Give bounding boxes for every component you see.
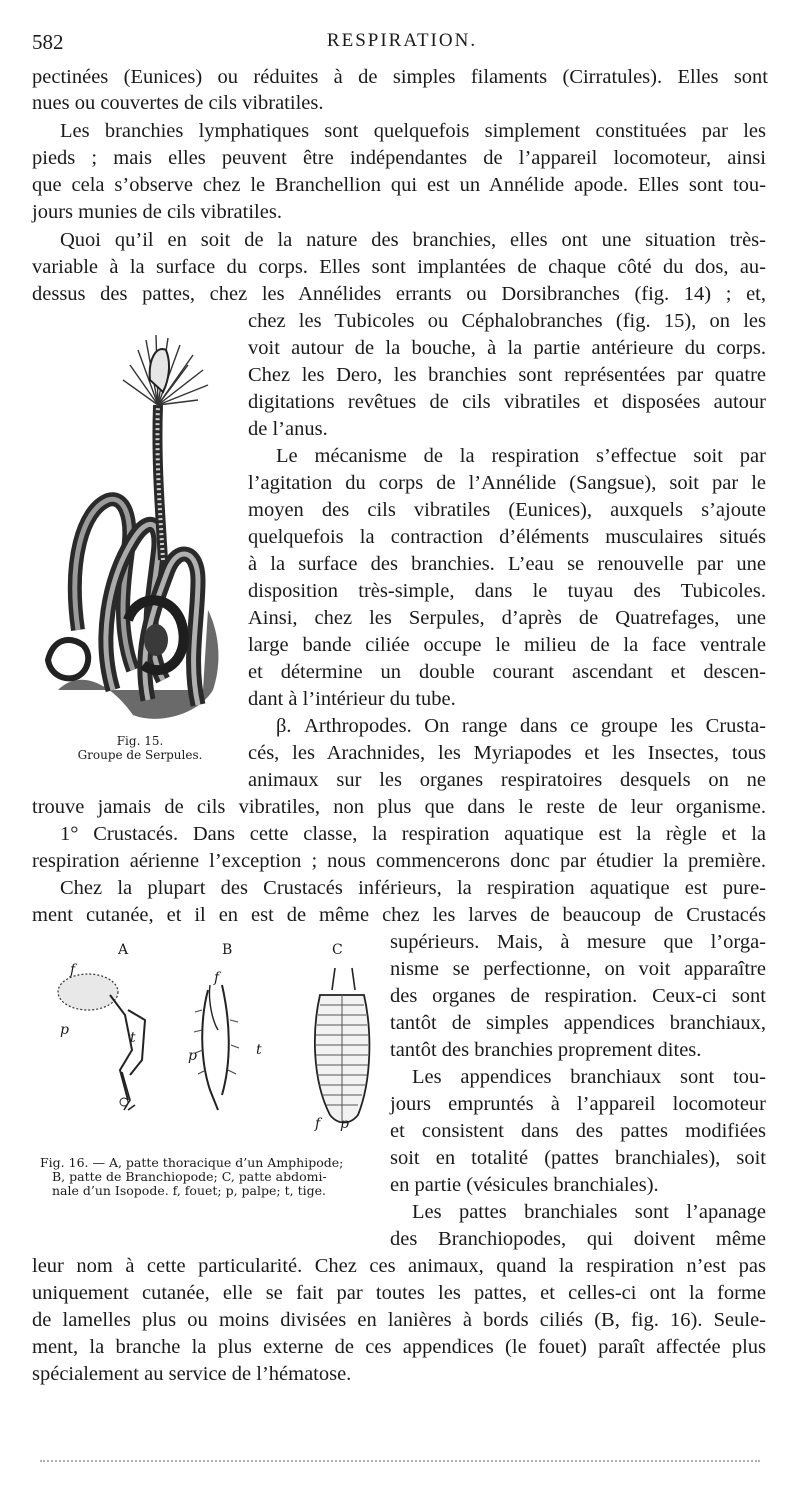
text-line: cés, les Arachnides, les Myriapodes et les Insectes, tous (248, 742, 766, 764)
text-line: tantôt des branchies proprement dites. (390, 1039, 702, 1061)
text-line: des organes de respiration. Ceux-ci sont (390, 985, 766, 1007)
fig16-caption-line-3: nale d’un Isopode. f, fouet; p, palpe; t, tige. (52, 1183, 326, 1198)
text-line: nisme se perfectionne, on voit apparaître (390, 958, 766, 980)
text-line: respiration aérienne l’exception ; nous commencerons donc par étudier la première. (32, 850, 766, 872)
text-line: en partie (vésicules branchiales). (390, 1174, 659, 1196)
text-line: Les appendices branchiaux sont tou- (412, 1066, 766, 1088)
text-line: dant à l’intérieur du tube. (248, 688, 456, 710)
text-line: tantôt de simples appendices branchiaux, (390, 1012, 766, 1034)
text-line: supérieurs. Mais, à mesure que l’orga- (390, 931, 766, 953)
fig16-label-c: C (332, 942, 343, 958)
text-line: soit en totalité (pattes branchiales), soit (390, 1147, 766, 1169)
text-line: spécialement au service de l’hématose. (32, 1363, 352, 1385)
text-line: β. Arthropodes. On range dans ce groupe les Crusta- (276, 715, 766, 737)
text-line: Les pattes branchiales sont l’apanage (412, 1201, 766, 1223)
text-line: disposition très-simple, dans le tuyau des Tubicoles. (248, 580, 766, 602)
running-title: RESPIRATION. (326, 30, 478, 51)
text-line: moyen des cils vibratiles (Eunices), auxquels s’ajoute (248, 499, 766, 521)
text-line: Chez la plupart des Crustacés inférieurs, la respiration aquatique est pure- (60, 877, 766, 899)
text-line: pectinées (Eunices) ou réduites à de simples filaments (Cirratules). Elles sont (32, 66, 768, 88)
text-line: Le mécanisme de la respiration s’effectue soit par (276, 445, 766, 467)
fig15-caption-number: Fig. 15. (116, 734, 164, 748)
text-line: Les branchies lymphatiques sont quelquefois simplement constituées par les (60, 120, 766, 142)
text-line: jours munies de cils vibratiles. (32, 201, 282, 223)
appendages-illustration (50, 960, 380, 1140)
page-number: 582 (32, 30, 64, 54)
fig16-label-b: B (222, 942, 233, 958)
text-line: et détermine un double courant ascendant et descen- (248, 661, 766, 683)
text-line: des Branchiopodes, qui doivent même (390, 1228, 766, 1250)
text-line: pieds ; mais elles peuvent être indépendantes de l’appareil locomoteur, ainsi (32, 147, 766, 169)
text-line: de l’anus. (248, 418, 328, 440)
fig16-label-a: A (118, 942, 129, 958)
text-line: trouve jamais de cils vibratiles, non plus que dans le reste de leur organisme. (32, 796, 766, 818)
text-line: uniquement cutanée, elle se fait par toutes les pattes, et celles-ci ont la forme (32, 1282, 766, 1304)
fig16-a-label-f: f (70, 962, 76, 978)
text-line: chez les Tubicoles ou Céphalobranches (fig. 15), on les (248, 310, 766, 332)
fig16-caption-line-2: B, patte de Branchiopode; C, patte abdomi- (52, 1169, 327, 1184)
text-line: l’agitation du corps de l’Annélide (Sangsue), soit par le (248, 472, 766, 494)
text-line: et consistent dans des pattes modifiées (390, 1120, 766, 1142)
text-line: voit autour de la bouche, à la partie antérieure du corps. (248, 337, 766, 359)
fig16-b-label-f: f (214, 970, 220, 986)
text-line: quelquefois la contraction d’éléments musculaires situés (248, 526, 766, 548)
text-line: ment cutanée, et il en est de même chez les larves de beaucoup de Crustacés (32, 904, 766, 926)
text-line: animaux sur les organes respiratoires desquels on ne (248, 769, 766, 791)
text-line: ment, la branche la plus externe de ces appendices (le fouet) paraît affectée plus (32, 1336, 766, 1358)
text-line: à la surface des branchies. L’eau se renouvelle par une (248, 553, 766, 575)
fig16-b-label-p: p (188, 1048, 197, 1064)
text-line: jours empruntés à l’appareil locomoteur (390, 1093, 766, 1115)
text-line: leur nom à cette particularité. Chez ces animaux, quand la respiration n’est pas (32, 1255, 766, 1277)
text-line: Quoi qu’il en soit de la nature des branchies, elles ont une situation très- (60, 229, 766, 251)
footer-divider (40, 1460, 760, 1462)
text-line: que cela s’observe chez le Branchellion qui est un Annélide apode. Elles sont tou- (32, 174, 766, 196)
fig16-c-label-f: f (315, 1116, 321, 1132)
text-line: Chez les Dero, les branchies sont représentées par quatre (248, 364, 766, 386)
fig16-a-label-t: t (130, 1030, 136, 1046)
text-line: Ainsi, chez les Serpules, d’après de Quatrefages, une (248, 607, 766, 629)
fig15-caption-title: Groupe de Serpules. (77, 748, 203, 762)
fig16-c-label-p: p (340, 1116, 349, 1132)
text-line: dessus des pattes, chez les Annélides errants ou Dorsibranches (fig. 14) ; et, (32, 283, 766, 305)
running-header (32, 30, 772, 56)
serpules-illustration (38, 310, 238, 730)
fig16-caption-line-1: Fig. 16. — A, patte thoracique d’un Amphipode; (40, 1155, 344, 1170)
text-line: digitations revêtues de cils vibratiles et disposées autour (248, 391, 766, 413)
text-line: variable à la surface du corps. Elles sont implantées de chaque côté du dos, au- (32, 256, 766, 278)
fig16-b-label-t: t (256, 1042, 262, 1058)
text-line: large bande ciliée occupe le milieu de la face ventrale (248, 634, 766, 656)
text-line: 1° Crustacés. Dans cette classe, la respiration aquatique est la règle et la (60, 823, 766, 845)
fig16-a-label-p: p (60, 1022, 69, 1038)
text-line: de lamelles plus ou moins divisées en lanières à bords ciliés (B, fig. 16). Seule- (32, 1309, 766, 1331)
text-line: nues ou couvertes de cils vibratiles. (32, 92, 324, 114)
